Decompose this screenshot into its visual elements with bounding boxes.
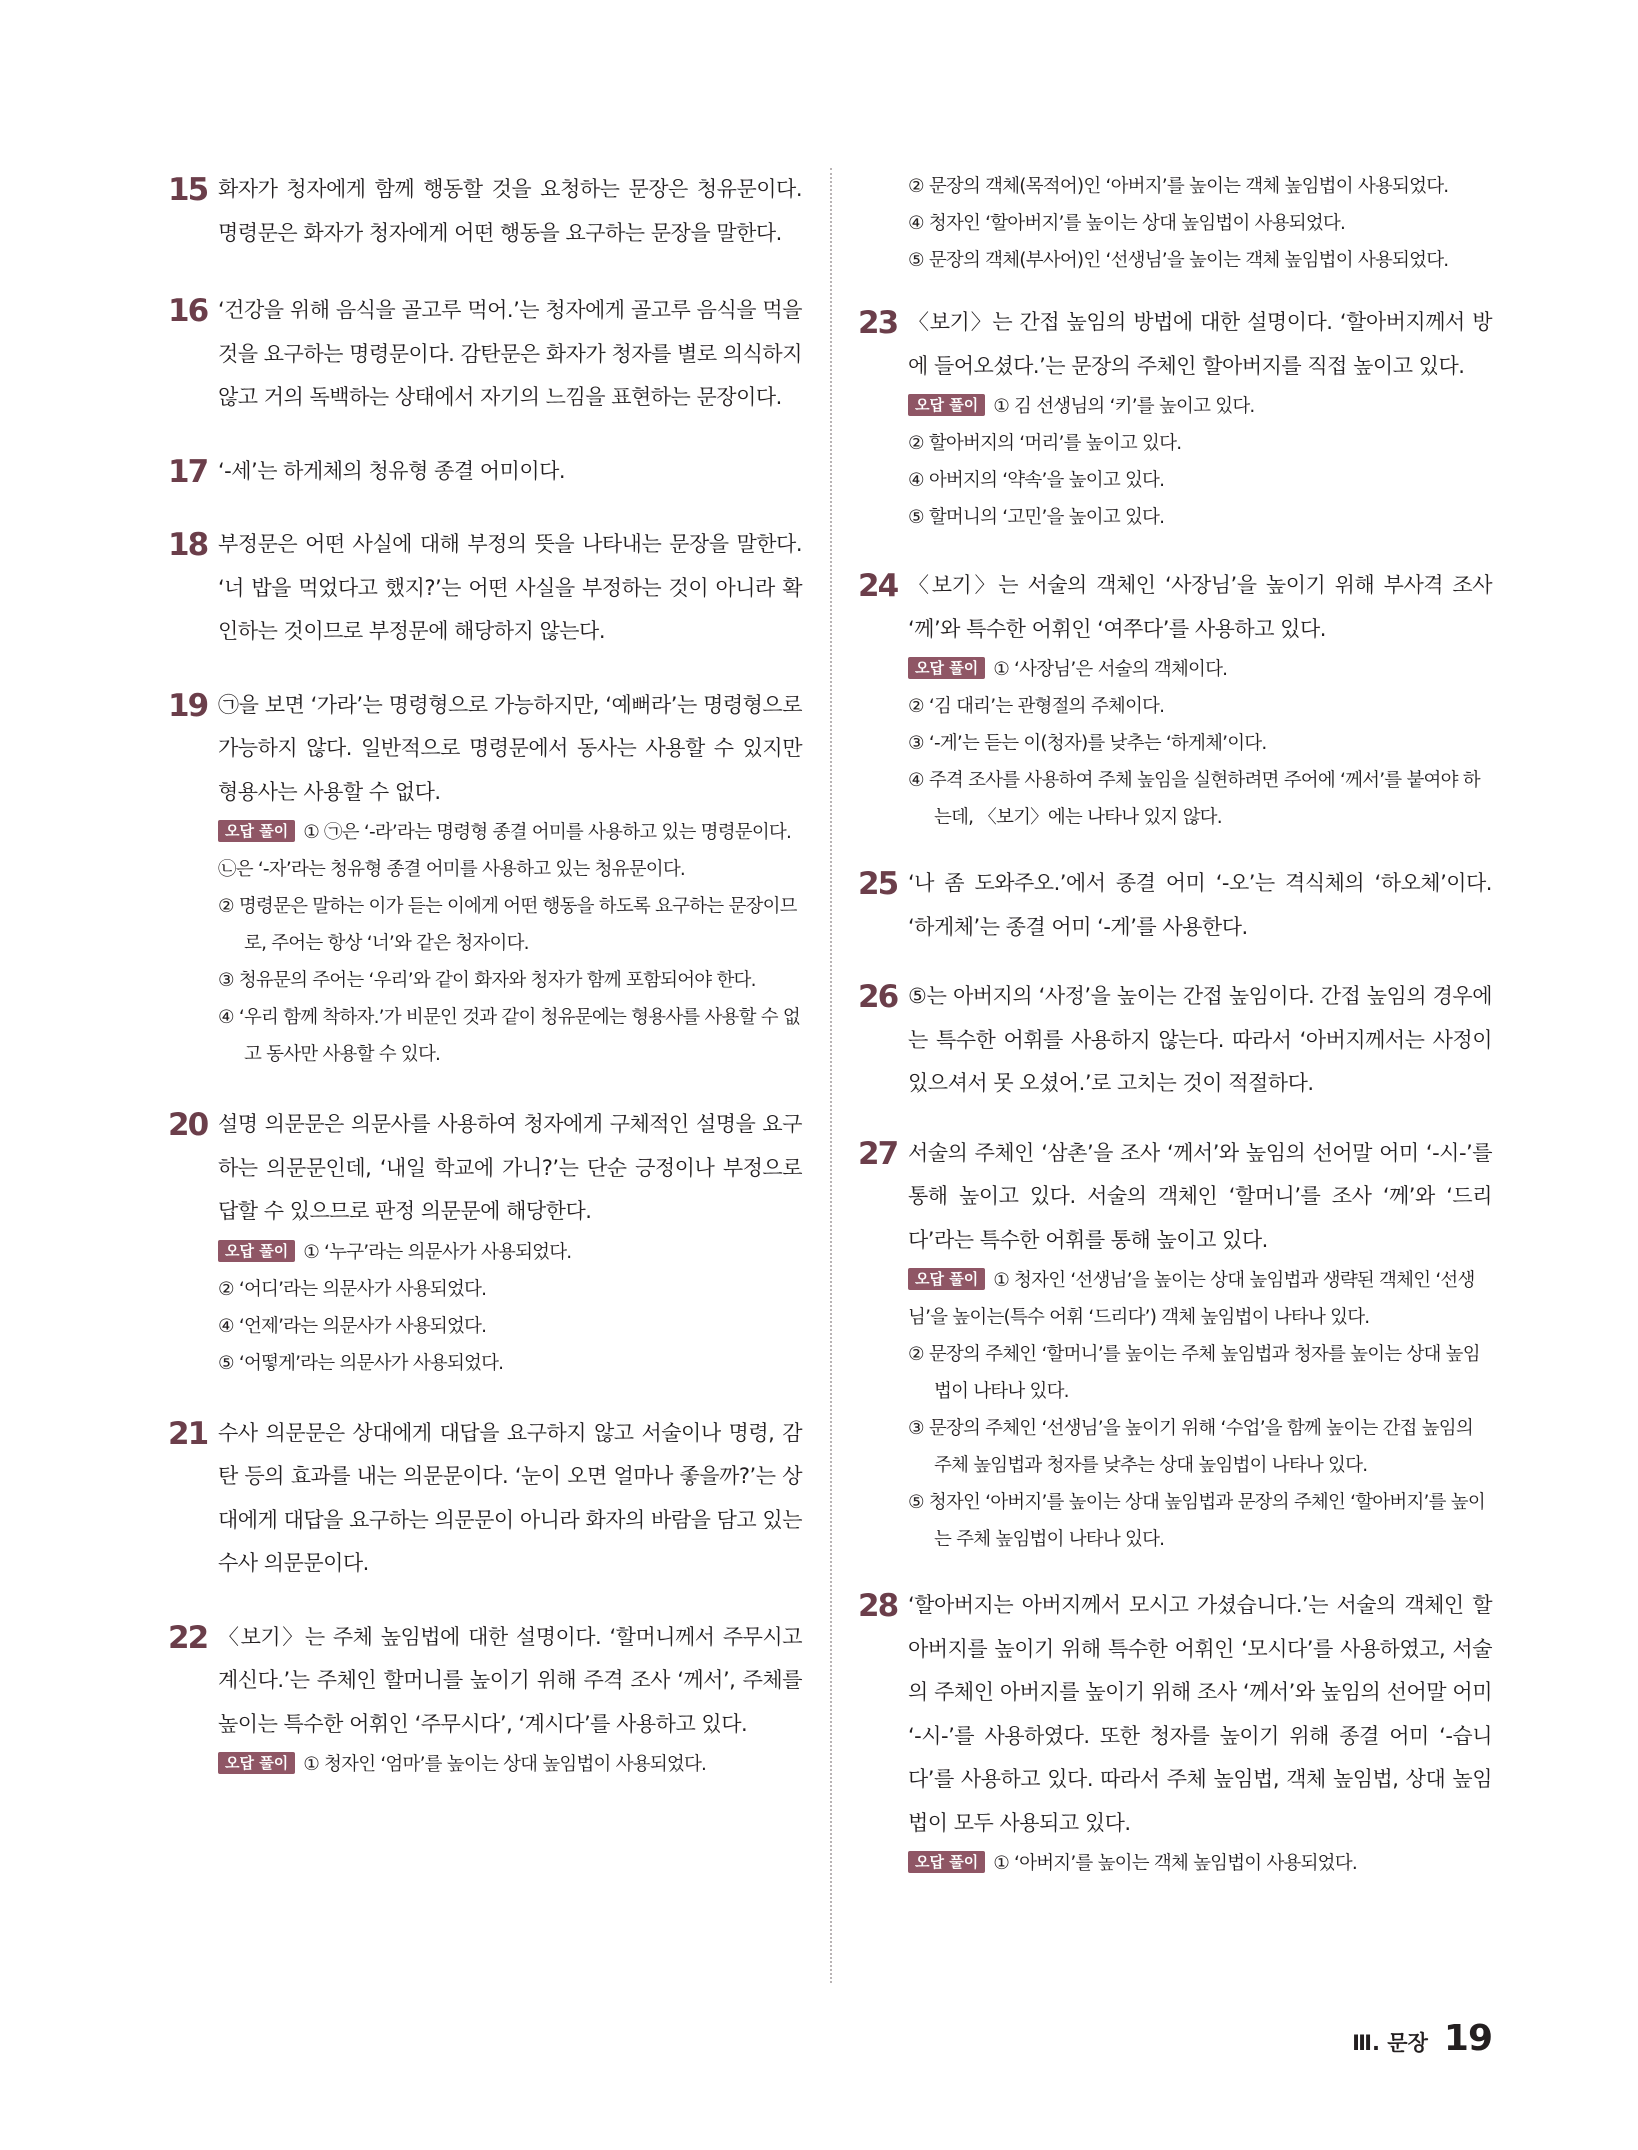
question-25 [858,862,1492,949]
page-footer [1352,2018,1492,2059]
wrong-answer-notes [908,168,1492,279]
note-line [908,1410,1492,1484]
question-number: 21 [168,1415,208,1452]
question-28 [858,1584,1492,1882]
question-number: 22 [168,1619,208,1656]
note-line [908,499,1492,536]
note-line [908,725,1492,762]
wrong-answer-notes [908,1845,1492,1882]
question-19 [168,684,802,1074]
question-number: 17 [168,453,208,490]
explanation-text: 수사 의문문은 상대에게 대답을 요구하지 않고 서술이나 명령, 감탄 등의 효과를 내는 의문문이다. ‘눈이 오면 얼마나 좋을까?’는 상대에게 대답을 요구하는 의문문이 아니라 화자의 바람을 담고 있는 수사 의문문이다. [218,1420,802,1575]
explanation-text: 〈보기〉는 간접 높임의 방법에 대한 설명이다. ‘할아버지께서 방에 들어오셨다.’는 문장의 주체인 할아버지를 직접 높이고 있다. [908,310,1492,378]
note-text: ① ‘사장님’은 서술의 객체이다. [993,659,1228,680]
note-text: ④ ‘언제’라는 의문사가 사용되었다. [218,1315,487,1337]
section-label: Ⅲ. 문장 [1352,2031,1428,2055]
note-text: ① 김 선생님의 ‘키’를 높이고 있다. [993,396,1255,417]
question-number: 20 [168,1107,208,1143]
question-23 [858,301,1492,536]
question-21 [168,1412,802,1586]
wrong-answer-badge: 오답 풀이 [908,657,985,679]
left-column [168,168,802,1783]
note-line [908,205,1492,242]
note-line [218,1308,802,1345]
note-text: ③ ‘-게’는 듣는 이(청자)를 낮추는 ‘하게체’이다. [908,733,1267,754]
note-text: ① ‘아버지’를 높이는 객체 높임법이 사용되었다. [993,1853,1357,1874]
wrong-answer-badge: 오답 풀이 [908,1851,985,1873]
page-number: 19 [1443,2018,1492,2059]
note-line [908,242,1492,279]
explanation-text: 부정문은 어떤 사실에 대해 부정의 뜻을 나타내는 문장을 말한다. ‘너 밥을 먹었다고 했지?’는 어떤 사실을 부정하는 것이 아니라 확인하는 것이므로 부정문에 해당하지 않는다. [218,532,802,643]
note-line [218,999,802,1073]
explanation-text: 화자가 청자에게 함께 행동할 것을 요청하는 문장은 청유문이다. 명령문은 화자가 청자에게 어떤 행동을 요구하는 문장을 말한다. [218,177,802,245]
note-text: ② 명령문은 말하는 이가 듣는 이에게 어떤 행동을 하도록 요구하는 문장이므로, 주어는 항상 ‘너’와 같은 청자이다. [218,896,797,954]
question-27 [858,1132,1492,1559]
note-line [908,462,1492,499]
right-column [858,168,1492,1882]
question-number: 23 [858,305,898,341]
question-26 [858,975,1492,1106]
wrong-answer-badge: 오답 풀이 [908,394,985,416]
wrong-answer-badge: 오답 풀이 [218,1240,295,1262]
note-text: ⑤ ‘어떻게’라는 의문사가 사용되었다. [218,1352,504,1374]
explanation-text: ‘나 좀 도와주오.’에서 종결 어미 ‘-오’는 격식체의 ‘하오체’이다. ‘하게체’는 종결 어미 ‘-게’를 사용한다. [908,871,1492,939]
note-line [908,762,1492,836]
note-text: ④ 아버지의 ‘약속’을 높이고 있다. [908,470,1165,491]
note-line [218,1271,802,1308]
note-line [218,962,802,999]
explanation-text: 서술의 주체인 ‘삼촌’을 조사 ‘께서’와 높임의 선어말 어미 ‘-시-’를 통해 높이고 있다. 서술의 객체인 ‘할머니’를 조사 ‘께’와 ‘드리다’라는 특수한 어휘를 통해 높이고 있다. [908,1140,1492,1252]
question-18 [168,523,802,654]
note-text: ① ‘누구’라는 의문사가 사용되었다. [303,1241,572,1263]
note-line [218,1345,802,1382]
note-text: ③ 청유문의 주어는 ‘우리’와 같이 화자와 청자가 함께 포함되어야 한다. [218,970,756,991]
note-text: ① 청자인 ‘선생님’을 높이는 상대 높임법과 생략된 객체인 ‘선생님’을 높이는(특수 어휘 ‘드리다’) 객체 높임법이 나타나 있다. [908,1270,1475,1328]
note-text: ② 할아버지의 ‘머리’를 높이고 있다. [908,433,1182,454]
note-line [908,1262,1492,1336]
question-22 [168,1616,802,1784]
wrong-answer-badge: 오답 풀이 [218,1752,295,1774]
question-number: 15 [168,172,208,208]
note-text: ② 문장의 주체인 ‘할머니’를 높이는 주체 높임법과 청자를 높이는 상대 높임법이 나타나 있다. [908,1344,1480,1402]
question-number: 27 [858,1135,898,1172]
note-text: ⑤ 할머니의 ‘고민’을 높이고 있다. [908,507,1165,528]
explanation-text: ‘할아버지는 아버지께서 모시고 가셨습니다.’는 서술의 객체인 할아버지를 높이기 위해 특수한 어휘인 ‘모시다’를 사용하였고, 서술의 주체인 아버지를 높이기 위해 조사 ‘께서’와 높임의 선어말 어미 ‘-시-’를 사용하였다. 또한 청자를 높이기 위해 종결 어미 ‘-습니다’를 사용하고 있다. 따라서 주체 높임법, 객체 높임법, 상대 높임법이 모두 사용되고 있다. [908,1593,1492,1835]
explanation-text: ‘-세’는 하게체의 청유형 종결 어미이다. [218,458,566,483]
explanation-text: ‘건강을 위해 음식을 골고루 먹어.’는 청자에게 골고루 음식을 먹을 것을 요구하는 명령문이다. 감탄문은 화자가 청자를 별로 의식하지 않고 거의 독백하는 상태에서 자기의 느낌을 표현하는 문장이다. [218,298,802,409]
note-text: ④ 청자인 ‘할아버지’를 높이는 상대 높임법이 사용되었다. [908,213,1346,234]
note-line [218,814,802,888]
wrong-answer-badge: 오답 풀이 [218,820,295,842]
note-line [908,688,1492,725]
explanation-text: 〈보기〉는 주체 높임법에 대한 설명이다. ‘할머니께서 주무시고 계신다.’는 주체인 할머니를 높이기 위해 주격 조사 ‘께서’, 주체를 높이는 특수한 어휘인 ‘주무시다’, ‘계시다’를 사용하고 있다. [218,1624,802,1736]
question-number: 18 [168,527,208,563]
note-line [908,651,1492,688]
question-17 [168,450,802,494]
note-line [218,1234,802,1271]
note-line [218,1746,802,1783]
note-line [218,888,802,962]
note-line [908,1484,1492,1558]
note-text: ③ 문장의 주체인 ‘선생님’을 높이기 위해 ‘수업’을 함께 높이는 간접 높임의 주체 높임법과 청자를 낮추는 상대 높임법이 나타나 있다. [908,1418,1473,1476]
question-number: 16 [168,293,208,329]
explanation-text: 〈보기〉는 서술의 객체인 ‘사장님’을 높이기 위해 부사격 조사 ‘께’와 특수한 어휘인 ‘여쭈다’를 사용하고 있다. [908,573,1492,641]
note-line [908,425,1492,462]
question-number: 24 [858,568,898,604]
question-number: 28 [858,1588,898,1624]
wrong-answer-notes [218,1234,802,1382]
question-16 [168,289,802,420]
question-continued [858,168,1492,279]
question-number: 19 [168,687,208,724]
note-text: ② 문장의 객체(목적어)인 ‘아버지’를 높이는 객체 높임법이 사용되었다. [908,176,1449,197]
note-text: ⑤ 문장의 객체(부사어)인 ‘선생님’을 높이는 객체 높임법이 사용되었다. [908,250,1449,271]
question-number: 26 [858,979,898,1015]
note-line [908,388,1492,425]
explanation-text: 설명 의문문은 의문사를 사용하여 청자에게 구체적인 설명을 요구하는 의문문인데, ‘내일 학교에 가니?’는 단순 긍정이나 부정으로 답할 수 있으므로 판정 의문문에 해당한다. [218,1112,802,1223]
note-text: ② ‘김 대리’는 관형절의 주체이다. [908,696,1165,717]
note-line [908,1336,1492,1410]
question-20 [168,1103,802,1382]
wrong-answer-notes [218,814,802,1073]
note-text: ② ‘어디’라는 의문사가 사용되었다. [218,1278,487,1300]
explanation-text: ㉠을 보면 ‘가라’는 명령형으로 가능하지만, ‘예뻐라’는 명령형으로 가능하지 않다. 일반적으로 명령문에서 동사는 사용할 수 있지만 형용사는 사용할 수 없다. [218,692,802,804]
wrong-answer-notes [218,1746,802,1783]
note-line [908,168,1492,205]
note-text: ④ ‘우리 함께 착하자.’가 비문인 것과 같이 청유문에는 형용사를 사용할 수 없고 동사만 사용할 수 있다. [218,1007,800,1065]
note-text: ① 청자인 ‘엄마’를 높이는 상대 높임법이 사용되었다. [303,1754,707,1775]
wrong-answer-notes [908,651,1492,836]
note-text: ① ㉠은 ‘-라’라는 명령형 종결 어미를 사용하고 있는 명령문이다. ㉡은 ‘-자’라는 청유형 종결 어미를 사용하고 있는 청유문이다. [218,822,792,880]
wrong-answer-badge: 오답 풀이 [908,1268,985,1290]
question-number: 25 [858,866,898,902]
note-line [908,1845,1492,1882]
question-15 [168,168,802,255]
wrong-answer-notes [908,1262,1492,1558]
wrong-answer-notes [908,388,1492,536]
explanation-text: ⑤는 아버지의 ‘사정’을 높이는 간접 높임이다. 간접 높임의 경우에는 특수한 어휘를 사용하지 않는다. 따라서 ‘아버지께서는 사정이 있으셔서 못 오셨어.’로 고치는 것이 적절하다. [908,984,1492,1095]
column-divider [830,168,832,1983]
question-24 [858,564,1492,836]
note-text: ④ 주격 조사를 사용하여 주체 높임을 실현하려면 주어에 ‘께서’를 붙여야 하는데, 〈보기〉에는 나타나 있지 않다. [908,770,1480,828]
note-text: ⑤ 청자인 ‘아버지’를 높이는 상대 높임법과 문장의 주체인 ‘할아버지’를 높이는 주체 높임법이 나타나 있다. [908,1492,1485,1550]
